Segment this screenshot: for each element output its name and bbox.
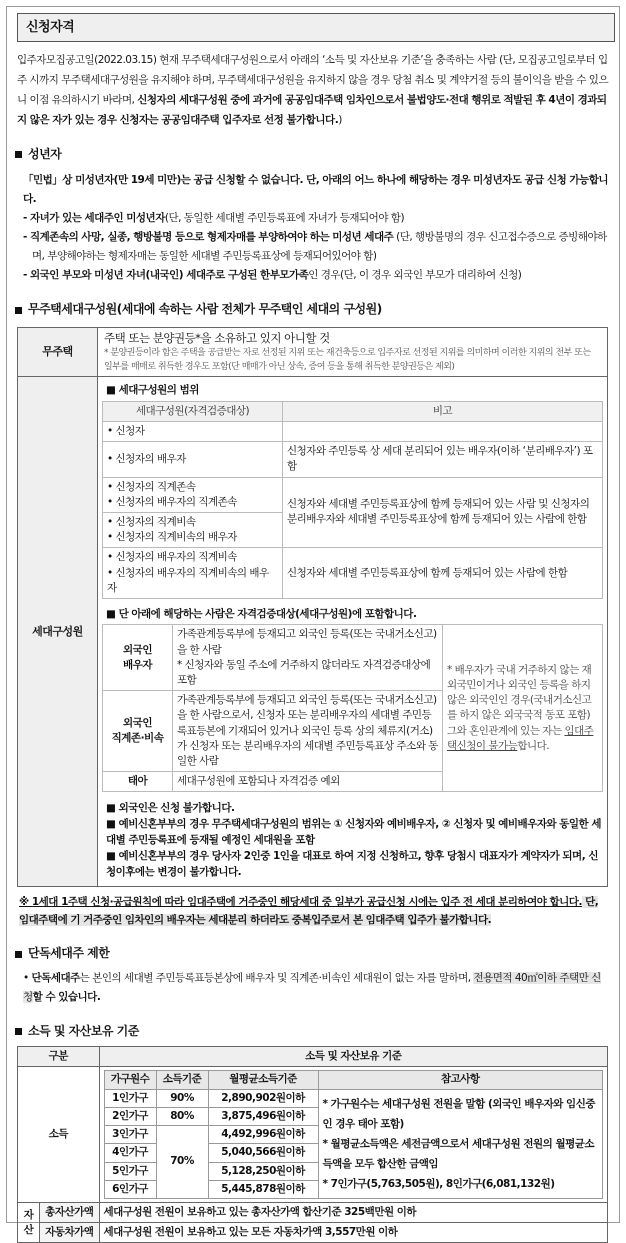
scope-table [102,401,603,599]
square-bullet-icon [15,1028,22,1035]
income-amount: 4,492,996원이하 [208,1126,318,1144]
household-size: 3인가구 [104,1126,156,1144]
square-bullet-icon [15,307,22,314]
scope-row-b [283,421,603,441]
section-heading: 무주택세대구성원(세대에 속하는 사람 전체가 무주택인 세대의 구성원) [28,302,382,317]
col-member: 세대구성원(자격검증대상) [103,401,283,421]
income-amount: 2,890,902원이하 [208,1089,318,1107]
household-size: 5인가구 [104,1162,156,1180]
income-amount: 5,128,250원이하 [208,1162,318,1180]
income-amount: 3,875,496원이하 [208,1107,318,1125]
section-heading: 소득 및 자산보유 기준 [28,1023,139,1038]
income-amount: 5,445,878원이하 [208,1180,318,1198]
single-body: 는 본인의 세대별 주민등록표등본상에 배우자 및 직계존·비속인 세대원이 없는 자를 말하며, [79,971,474,984]
single-bold: 단독세대주 [31,971,80,984]
single-text: • 단독세대주는 본인의 세대별 주민등록표등본상에 배우자 및 직계존·비속인 세대원이 없는 자를 말하며, 전용면적 40㎡이하 주택만 신청할 수 있습니다. [23,971,601,1003]
asset-kind: 총자산가액 [40,1203,100,1223]
section-heading: 성년자 [28,147,62,161]
side-note-text: * 배우자가 국내 거주하지 않는 재외국민이거나 외국인 등록을 하지 않은 외국인인 경우(국내거소신고를 하지 않은 외국국적 동포 포함) 그와 혼인관계에 있는 자는 [447,663,592,737]
col-standard: 소득 및 자산보유 기준 [99,1047,607,1067]
adult-item [23,266,609,285]
item-text: (단, 행방불명의 경우 신고접수증으로 증빙해야하며, 부양해야하는 형제자매는 동일한 세대별 주민등록표상에 등재되어있어야 함) [32,231,607,263]
single-highlight: 전용면적 40㎡이하 주택만 신청 [23,971,601,1003]
member-label: 세대구성원 [18,377,98,887]
income-table [17,1046,608,1243]
household-size: 4인가구 [104,1144,156,1162]
square-bullet-icon [15,151,22,158]
asset-value: 세대구성원 전원이 보유하고 있는 총자산가액 합산기준 325백만원 이하 [99,1203,607,1223]
scope-row-b: 신청자와 주민등록 상 세대 분리되어 있는 배우자(이하 ‘분리배우자’) 포함 [283,442,603,477]
scope-row-b: 신청자와 세대별 주민등록표상에 함께 등재되어 있는 사람에 한함 [283,548,603,599]
household-table [17,327,608,888]
scope-row-a: • 신청자 [103,421,283,441]
scope-row-b: 신청자와 세대별 주민등록표상에 함께 등재되어 있는 사람 및 신청자의 분리배우자와 세대별 주민등록표상에 함께 등재되어 있는 사람에 한함 [283,477,603,548]
foreign-kin-label: 외국인 직계존·비속 [103,691,173,772]
item-text: 인 경우(단, 이 경우 외국인 부모가 대리하여 신청) [308,269,522,282]
scope-row-a: • 신청자의 직계존속 • 신청자의 배우자의 직계존속 [103,477,283,512]
household-size: 6인가구 [104,1180,156,1198]
household-size: 1인가구 [104,1089,156,1107]
col-kind: 구분 [18,1047,100,1067]
income-pct: 80% [156,1107,208,1125]
qualification-document [6,6,620,1239]
bullet-item: ■ 외국인은 신청 불가합니다. [106,802,235,815]
item-bold: - 자녀가 있는 세대주인 미성년자 [23,212,165,225]
household-size: 2인가구 [104,1107,156,1125]
foreign-spouse-label: 외국인 배우자 [103,625,173,691]
intro-end: ) [338,114,342,126]
income-note: * 월평균소득액은 세전금액으로서 세대구성원 전원의 월평균소득액을 모두 합산한 금액임 [322,1137,595,1170]
col-remark: 비고 [283,401,603,421]
no-house-label: 무주택 [18,327,98,377]
sub-col: 월평균소득기준 [208,1071,318,1089]
adult-lead: 「민법」상 미성년자(만 19세 미만)는 공급 신청할 수 없습니다. 단, 아래의 어느 하나에 해당하는 경우 미성년자도 공급 신청 가능합니다. [23,174,608,206]
section-heading: 단독세대주 제한 [28,946,110,961]
scope-row-a: • 신청자의 배우자의 직계비속 • 신청자의 배우자의 직계비속의 배우자 [103,548,283,599]
intro-paragraph [17,50,609,130]
sub-col: 가구원수 [104,1071,156,1089]
section-adult [15,146,609,163]
include-heading: ■ 단 아래에 해당하는 사람은 자격검증대상(세대구성원)에 포함합니다. [106,608,417,621]
scope-heading: ■ 세대구성원의 범위 [106,384,199,397]
income-pct: 90% [156,1089,208,1107]
fetus-label: 태아 [103,772,173,792]
single-end: 할 수 있습니다. [32,990,101,1003]
income-label: 소득 [18,1067,100,1203]
intro-text: 입주자모집공고일(2022.03.15) 현재 무주택세대구성원으로서 아래의 ‘소득 및 자산보유 기준’을 충족하는 사람 (단, 모집공고일로부터 입주 시까지 무주택세대구성원을 유지해야 하며, 무주택세대구성원을 유지하지 않을 경우 당첨 취소 및 계약거절 등의 불이익을 받을 수 있으니 이점 유의하시기 바라며, [17,54,609,106]
member-bullets [106,800,603,880]
fetus-text: 세대구성원에 포함되나 자격검증 예외 [173,772,443,792]
foreign-side-note [443,625,603,792]
item-bold: - 외국인 부모와 미성년 자녀(내국인) 세대주로 구성된 한부모가족 [23,269,309,282]
income-notes [318,1089,602,1198]
side-note-underline: 임대주택신청이 불가능 [447,724,594,752]
foreign-spouse-text: 가족관계등록부에 등재되고 외국인 등록(또는 국내거소신고)을 한 사람 * 신청자와 동일 주소에 거주하지 않더라도 자격검증대상에 포함 [173,625,443,691]
income-note: * 7인가구(5,763,505원), 8인가구(6,081,132원) [322,1177,555,1190]
square-bullet-icon [15,951,22,958]
intro-warning: 신청자의 세대구성원 중에 과거에 공공임대주택 임차인으로서 불법양도·전대 행위로 적발된 후 4년이 경과되지 않은 자가 있는 경우 신청자는 공공임대주택 입주자로 선정 불가합니다. [17,94,607,126]
asset-value: 세대구성원 전원이 보유하고 있는 모든 자동차가액 3,557만원 이하 [99,1223,607,1243]
bullet-item: ■ 예비신혼부부의 경우 무주택세대구성원의 범위는 ① 신청자와 예비배우자, ② 신청자 및 예비배우자와 동일한 세대별 주민등록표에 등재될 예정인 세대원을 포함 [106,818,602,847]
adult-item [23,209,609,228]
foreign-table [102,624,603,792]
no-house-text: 주택 또는 분양권등*을 소유하고 있지 아니할 것 [104,330,330,345]
adult-item [23,228,609,266]
scope-row-a: • 신청자의 직계비속 • 신청자의 직계비속의 배우자 [103,512,283,547]
notice-bold: ※ 1세대 1주택 신청·공급원칙에 따라 임대주택에 거주중인 해당세대 중 일부가 공급신청 시에는 입주 전 세대 분리하여야 합니다. [19,896,582,909]
section-income [15,1023,609,1040]
item-bold: - 직계존속의 사망, 실종, 행방불명 등으로 형제자매를 부양하여야 하는 미성년 세대주 [23,231,394,244]
asset-label: 자산 [18,1203,40,1243]
asset-kind: 자동차가액 [40,1223,100,1243]
side-note-end: 합니다. [517,739,550,752]
sub-col: 참고사항 [318,1071,602,1089]
notice [19,893,609,929]
notice-highlight: 단, 임대주택에 기 거주중인 임차인의 배우자는 세대분리 하더라도 중복입주로서 본 임대주택 입주가 불가합니다. [19,896,599,927]
foreign-kin-text: 가족관계등록부에 등재되고 외국인 등록(또는 국내거소신고)을 한 사람으로서, 신청자 또는 분리배우자의 세대별 주민등록표등본에 기재되어 있거나 외국인 등록 상의 체류지(거소)가 신청자 또는 분리배우자의 세대별 주민등록표상 주소와 동일한 사람 [173,691,443,772]
item-text: (단, 동일한 세대별 주민등록표에 자녀가 등재되어야 함) [164,212,405,225]
income-note: * 가구원수는 세대구성원 전원을 말함 (외국인 배우자와 임신중인 경우 태아 포함) [322,1097,595,1130]
income-pct: 70% [156,1126,208,1199]
income-amount: 5,040,566원이하 [208,1144,318,1162]
page-title: 신청자격 [17,13,615,42]
bullet-item: ■ 예비신혼부부의 경우 당사자 2인중 1인을 대표로 하여 지정 신청하고, 향후 당첨시 대표자가 계약자가 되며, 신청이후에는 변경이 불가합니다. [106,850,598,879]
no-house-note: * 분양권등이라 함은 주택을 공급받는 자로 선정된 지위 또는 재건축등으로 입주자로 선정된 지위를 의미하며 이러한 지위의 전부 또는 일부를 매매로 취득한 경우도 포함(단 매매가 아닌 상속, 증여 등을 통해 취득한 분양권등은 제외) [104,348,591,373]
section-household [15,301,609,318]
sub-col: 소득기준 [156,1071,208,1089]
scope-row-a: • 신청자의 배우자 [103,442,283,477]
section-single [15,945,609,962]
income-subtable [104,1070,603,1199]
